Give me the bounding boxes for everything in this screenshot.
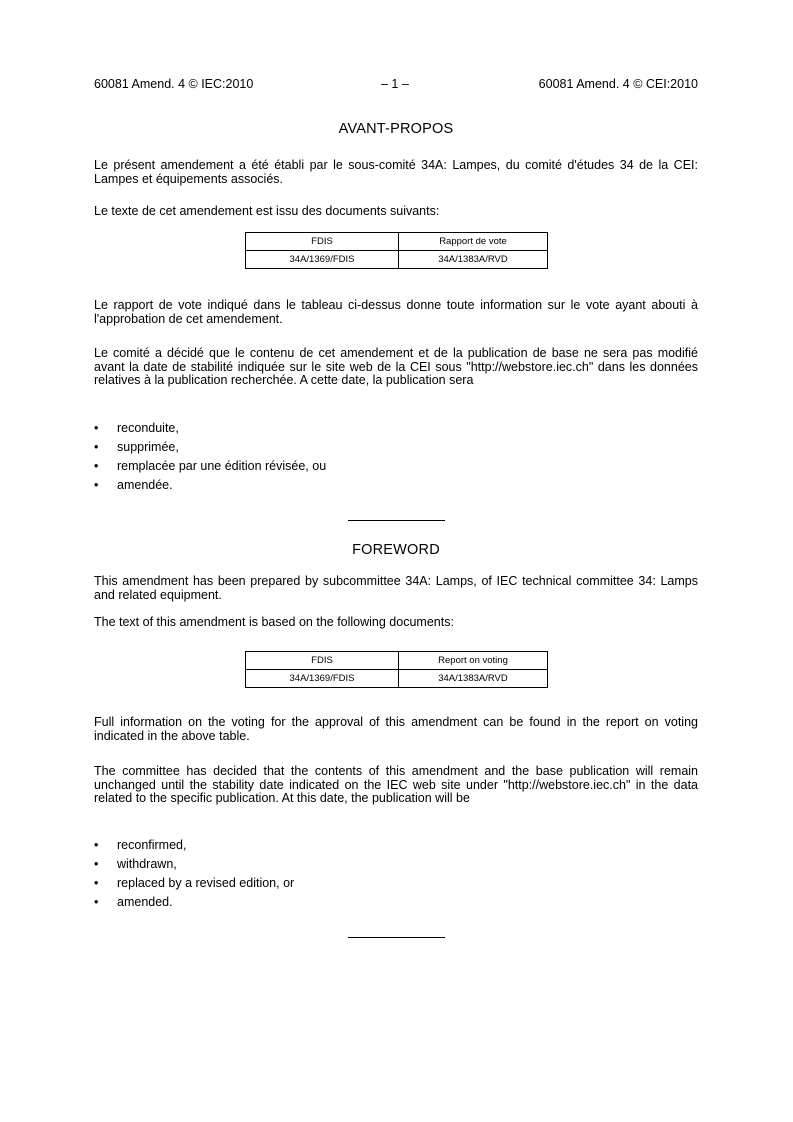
french-title: AVANT-PROPOS (338, 121, 454, 137)
english-bullet-list (94, 836, 294, 912)
table-row (246, 670, 548, 688)
list-item: • reconfirmed, (94, 838, 187, 852)
english-paragraph-4: The committee has decided that the contents of this amendment and the base publication will remain unchanged until the stability date indicated on the IEC web site under "http://webstore.iec.ch" in the data related to the specific publication. At this date, the publication will be (94, 764, 698, 806)
header-left-reference: 60081 Amend. 4 © IEC:2010 (94, 77, 254, 91)
french-paragraph-3: Le rapport de vote indiqué dans le tableau ci-dessus donne toute information sur le vote ayant abouti à l'approbation de cet amendement. (94, 298, 698, 326)
table-header-row (246, 652, 548, 670)
english-documents-table (245, 651, 548, 688)
french-paragraph-4: Le comité a décidé que le contenu de cet amendement et de la publication de base ne sera pas modifié avant la date de stabilité indiquée sur le site web de la CEI sous "http://webstore.iec.ch" dans les données relatives à la publication recherchée. A cette date, la publication sera (94, 346, 698, 388)
french-bullet-list (94, 419, 326, 495)
header-right-reference: 60081 Amend. 4 © CEI:2010 (538, 77, 698, 91)
list-item: • amendée. (94, 478, 173, 492)
table-header-row (246, 233, 548, 251)
table-cell: 34A/1369/FDIS (246, 251, 399, 269)
english-paragraph-1: This amendment has been prepared by subcommittee 34A: Lamps, of IEC technical committee 34: Lamps and related equipment. (94, 574, 698, 602)
english-paragraph-3: Full information on the voting for the approval of this amendment can be found in the report on voting indicated in the above table. (94, 715, 698, 743)
list-item: • withdrawn, (94, 857, 177, 871)
table-cell: 34A/1383A/RVD (399, 670, 548, 688)
list-item: • amended. (94, 895, 173, 909)
section-divider (348, 520, 445, 521)
table-header-cell: Rapport de vote (399, 233, 548, 251)
page-number: – 1 – (381, 77, 409, 91)
list-item: • replaced by a revised edition, or (94, 876, 295, 890)
table-row (246, 251, 548, 269)
table-cell: 34A/1383A/RVD (399, 251, 548, 269)
table-cell: 34A/1369/FDIS (246, 670, 399, 688)
section-divider (348, 937, 445, 938)
french-paragraph-2: Le texte de cet amendement est issu des documents suivants: (94, 204, 440, 218)
list-item: • reconduite, (94, 421, 179, 435)
list-item: • remplacée par une édition révisée, ou (94, 459, 327, 473)
table-header-cell: FDIS (246, 233, 399, 251)
french-documents-table (245, 232, 548, 269)
french-paragraph-1: Le présent amendement a été établi par le sous-comité 34A: Lampes, du comité d'études 34 de la CEI: Lampes et équipements associés. (94, 158, 698, 186)
table-header-cell: FDIS (246, 652, 399, 670)
english-title: FOREWORD (352, 542, 440, 558)
list-item: • supprimée, (94, 440, 179, 454)
english-paragraph-2: The text of this amendment is based on the following documents: (94, 615, 454, 629)
table-header-cell: Report on voting (399, 652, 548, 670)
